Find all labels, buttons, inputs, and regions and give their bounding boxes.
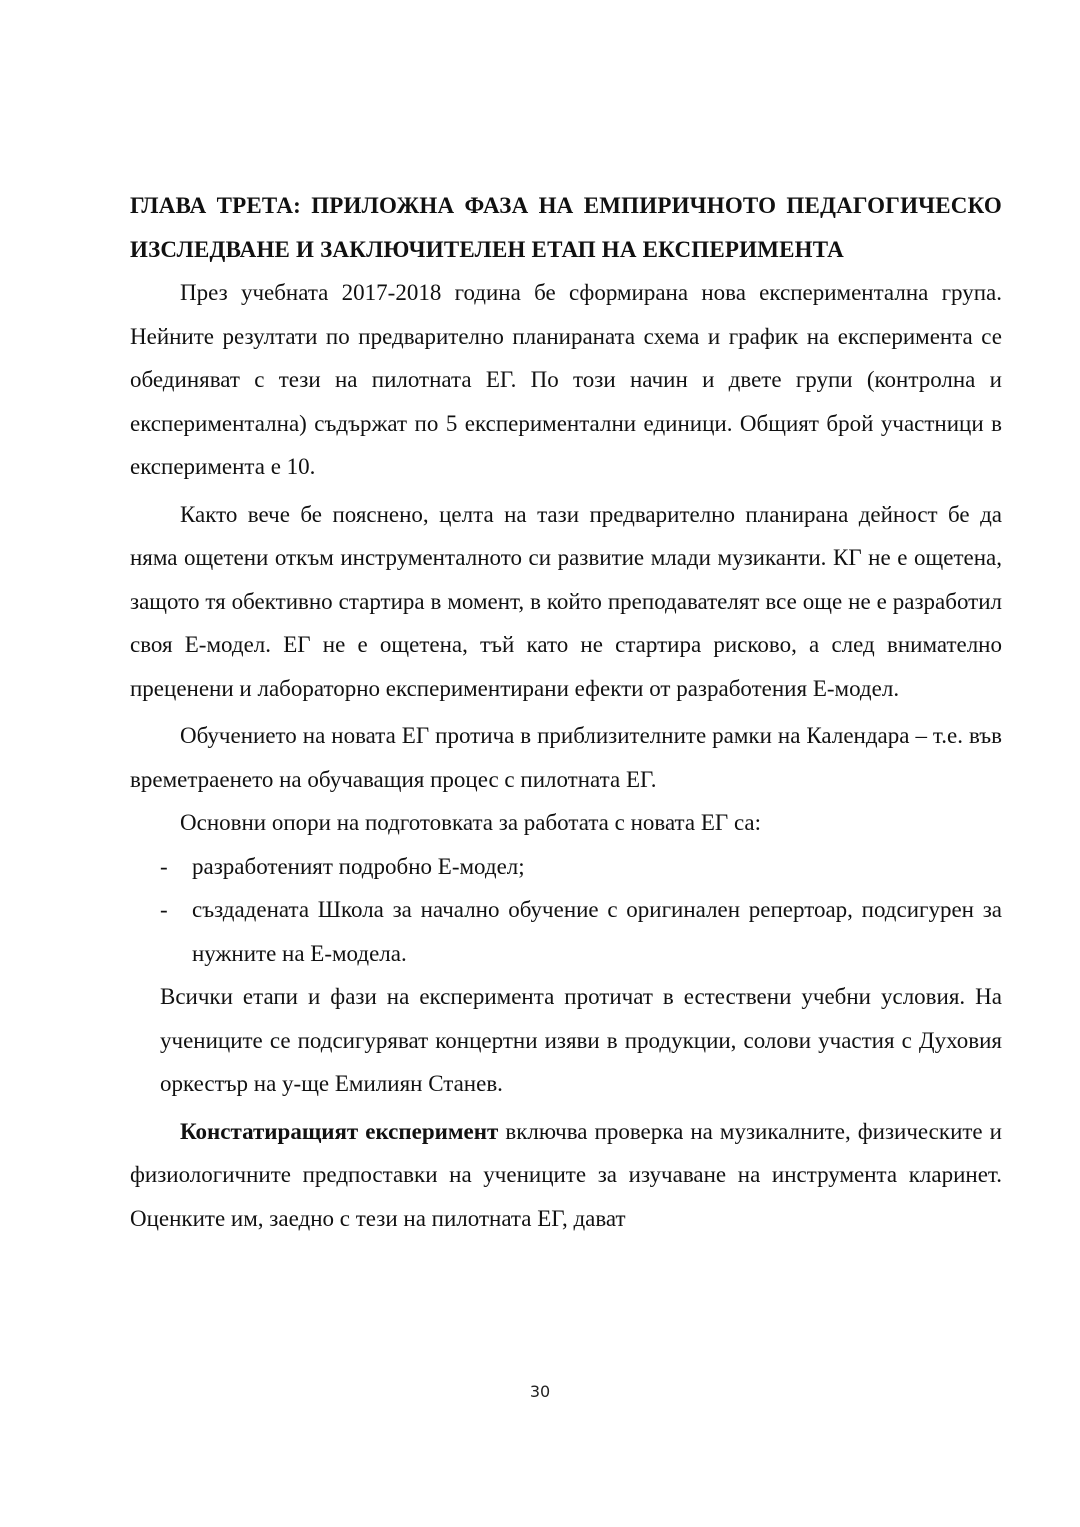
paragraph-natural-conditions: Всички етапи и фази на експеримента протичат в естествени учебни условия. На учениците се подсигуряват концертни изяви в продукции, солови участия с Духовия оркестър на у-ще Емилиян Станев. — [160, 984, 1002, 1096]
paragraph-text: включва проверка на музикалните, физическите и физиологичните предпоставки на учениците за изучаване на инструмента кларинет. Оценките им, заедно с тези на пилотната ЕГ, дават — [130, 1118, 1002, 1231]
list-item — [130, 845, 1002, 889]
bold-term: Констатиращият експеримент — [180, 1118, 499, 1144]
page-number: 30 — [529, 1382, 551, 1401]
list-item-text: разработеният подробно Е-модел; — [192, 853, 525, 879]
supports-list — [130, 845, 1002, 976]
page-content — [130, 184, 1002, 1240]
list-item-text: създадената Школа за начално обучение с оригинален репертоар, подсигурен за нужните на Е-модела. — [192, 897, 1002, 966]
chapter-heading: ГЛАВА ТРЕТА: ПРИЛОЖНА ФАЗА НА ЕМПИРИЧНОТО ПЕДАГОГИЧЕСКО ИЗСЛЕДВАНЕ И ЗАКЛЮЧИТЕЛЕН ЕТАП НА ЕКСПЕРИМЕНТА — [130, 193, 1002, 262]
paragraph-purpose: Както вече бе пояснено, целта на тази предварително планирана дейност бе да няма ощетени откъм инструменталното си развитие млади музиканти. КГ не е ощетена, защото тя обективно стартира в момент, в който преподавателят все още не е разработил своя Е-модел. ЕГ не е ощетена, тъй като не стартира рисково, а след внимателно преценени и лабораторно експериментирани ефекти от разработения Е-модел. — [130, 501, 1002, 701]
paragraph-main-supports: Основни опори на подготовката за работата с новата ЕГ са: — [180, 810, 762, 835]
paragraph-new-group: През учебната 2017-2018 година бе сформирана нова експериментална група. Нейните резултати по предварително планираната схема и график на експеримента се обединяват с тези на пилотната ЕГ. По този начин и двете групи (контролна и експериментална) съдържат по 5 експериментални единици. Общият брой участници в експеримента е 10. — [130, 280, 1002, 479]
bullet-dash: - — [160, 853, 168, 879]
bullet-dash: - — [160, 897, 168, 922]
paragraph-ascertaining-experiment — [130, 1110, 1002, 1241]
list-item — [130, 888, 1002, 975]
paragraph-training-calendar: Обучението на новата ЕГ протича в приблизителните рамки на Календара – т.е. във времетраенето на обучаващия процес с пилотната ЕГ. — [130, 723, 1002, 792]
